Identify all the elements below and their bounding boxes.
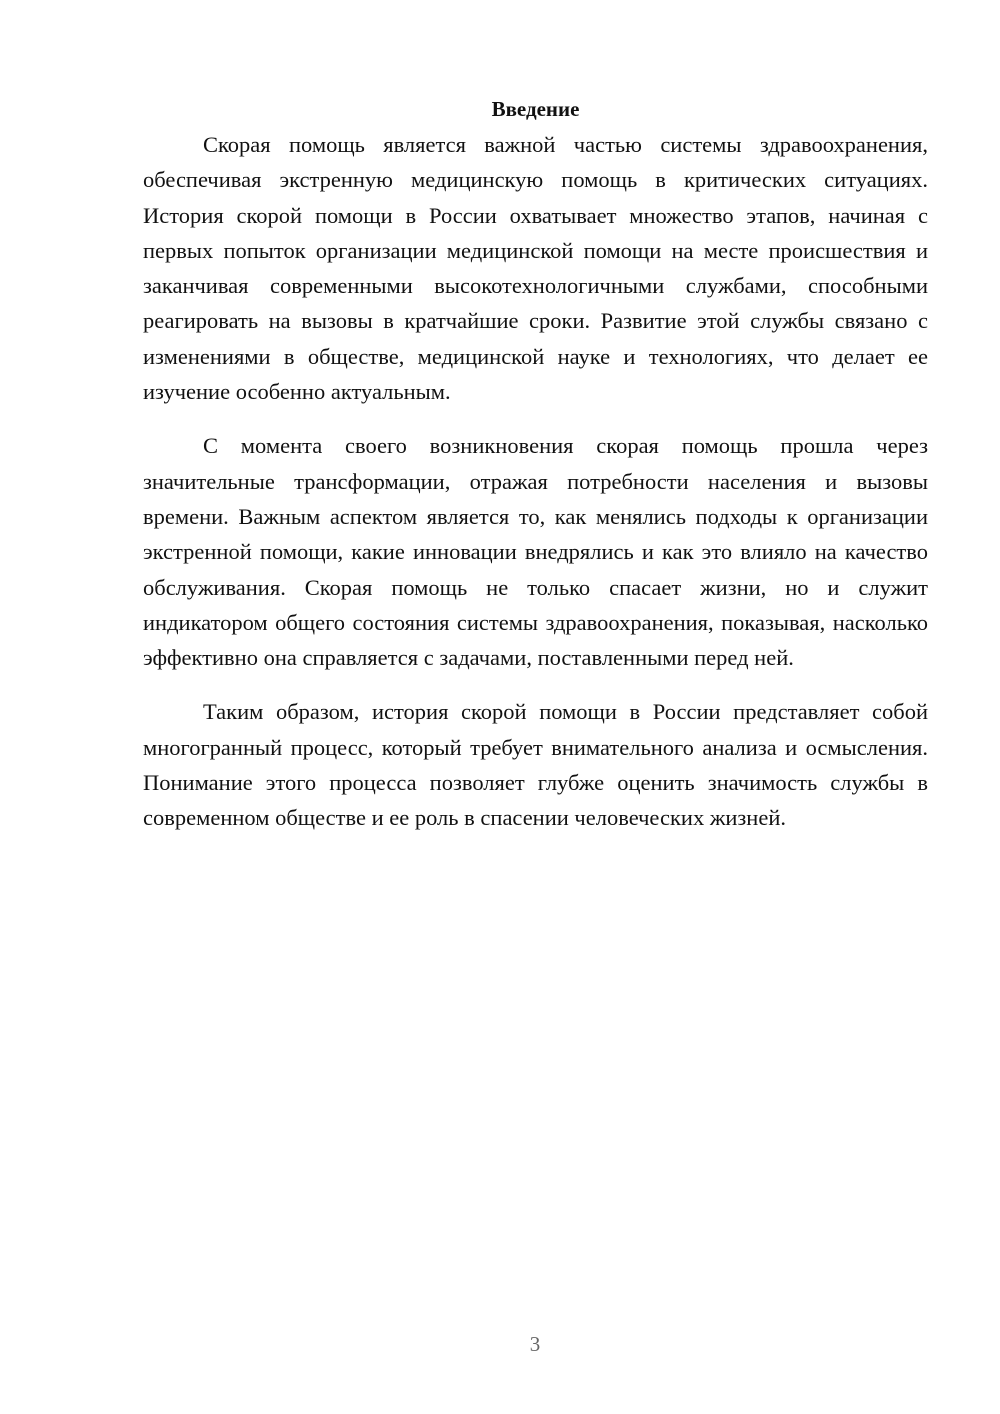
section-heading: Введение [491, 97, 580, 121]
paragraph-3: Таким образом, история скорой помощи в России представляет собой многогранный процесс, который требует внимательного анализа и осмысления. Понимание этого процесса позволяет глубже оценить значимость службы в современном обществе и ее роль в спасении человеческих жизней. [143, 699, 928, 831]
paragraph-1: Скорая помощь является важной частью системы здравоохранения, обеспечивая экстренную медицинскую помощь в критических ситуациях. История скорой помощи в России охватывает множество этапов, начиная с первых попыток организации медицинской помощи на месте происшествия и заканчивая современными высокотехнологичными службами, способными реагировать на вызовы в кратчайшие сроки. Развитие этой службы связано с изменениями в обществе, медицинской науке и технологиях, что делает ее изучение особенно актуальным. [143, 132, 928, 405]
page-number: 3 [529, 1332, 541, 1356]
page-content [143, 92, 928, 855]
paragraph-2: С момента своего возникновения скорая помощь прошла через значительные трансформации, отражая потребности населения и вызовы времени. Важным аспектом является то, как менялись подходы к организации экстренной помощи, какие инновации внедрялись и как это влияло на качество обслуживания. Скорая помощь не только спасает жизни, но и служит индикатором общего состояния системы здравоохранения, показывая, насколько эффективно она справляется с задачами, поставленными перед ней. [143, 433, 928, 671]
